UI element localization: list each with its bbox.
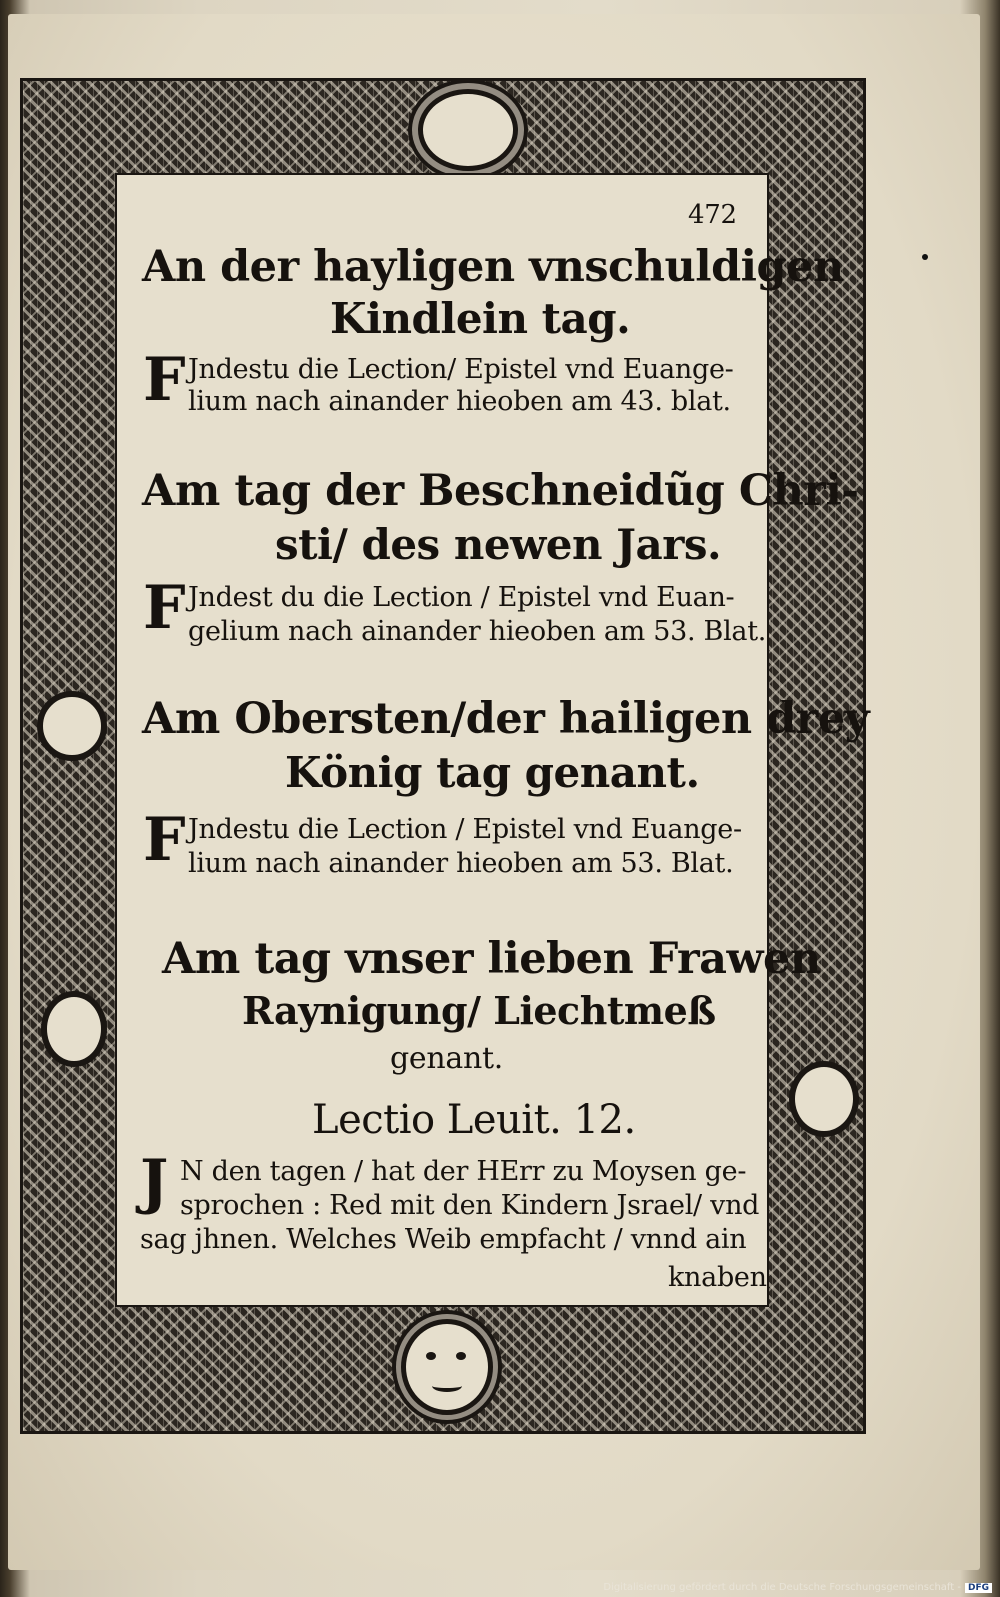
bottom-face-ornament: [401, 1319, 493, 1415]
top-ornament-medallion: [418, 89, 518, 171]
heading-4-line-2: Raynigung/ Liechtmeß: [242, 988, 716, 1033]
initial-2: F: [143, 573, 186, 643]
heading-1-line-2: Kindlein tag.: [330, 294, 631, 343]
right-border-drum-ornament: [789, 1061, 859, 1137]
heading-4-line-3: genant.: [390, 1041, 503, 1076]
lectio-title: Lectio Leuit. 12.: [312, 1097, 636, 1143]
margin-dot: [922, 254, 928, 260]
heading-3-line-2: König tag genant.: [285, 748, 700, 797]
heading-2-line-1: Am tag der Beschneidũg Chri-: [142, 466, 859, 516]
lectio-line-2: sprochen : Red mit den Kindern Jsrael/ vnd: [180, 1190, 760, 1221]
body-3-line-1: Jndestu die Lection / Epistel vnd Euange-: [188, 814, 742, 845]
lectio-line-3: sag jhnen. Welches Weib empfacht / vnnd ain: [140, 1224, 747, 1255]
body-1-line-2: lium nach ainander hieoben am 43. blat.: [188, 386, 731, 417]
body-1-line-1: Jndestu die Lection/ Epistel vnd Euange-: [188, 354, 734, 385]
dfg-logo: DFG: [965, 1583, 992, 1593]
heading-1-line-1: An der hayligen vnschuldigen: [142, 242, 844, 292]
credit-text: Digitalisierung gefördert durch die Deutsche Forschungsgemeinschaft -: [603, 1582, 961, 1593]
initial-3: F: [143, 805, 186, 875]
page-number: 472: [688, 200, 737, 230]
lectio-initial: J: [140, 1147, 169, 1217]
body-2-line-1: Jndest du die Lection / Epistel vnd Euan-: [188, 582, 735, 613]
digitization-credit: [603, 1582, 992, 1593]
left-border-drum-ornament: [37, 691, 107, 761]
heading-3-line-1: Am Obersten/der hailigen drey: [142, 694, 870, 744]
catchword: knaben: [668, 1262, 767, 1293]
left-border-drum-ornament-lower: [41, 991, 107, 1067]
body-2-line-2: gelium nach ainander hieoben am 53. Blat.: [188, 616, 767, 647]
heading-4-line-1: Am tag vnser lieben Frawen: [162, 934, 821, 984]
body-3-line-2: lium nach ainander hieoben am 53. Blat.: [188, 848, 734, 879]
initial-1: F: [143, 345, 186, 415]
lectio-line-1: N den tagen / hat der HErr zu Moysen ge-: [180, 1156, 747, 1187]
heading-2-line-2: sti/ des newen Jars.: [275, 520, 722, 569]
